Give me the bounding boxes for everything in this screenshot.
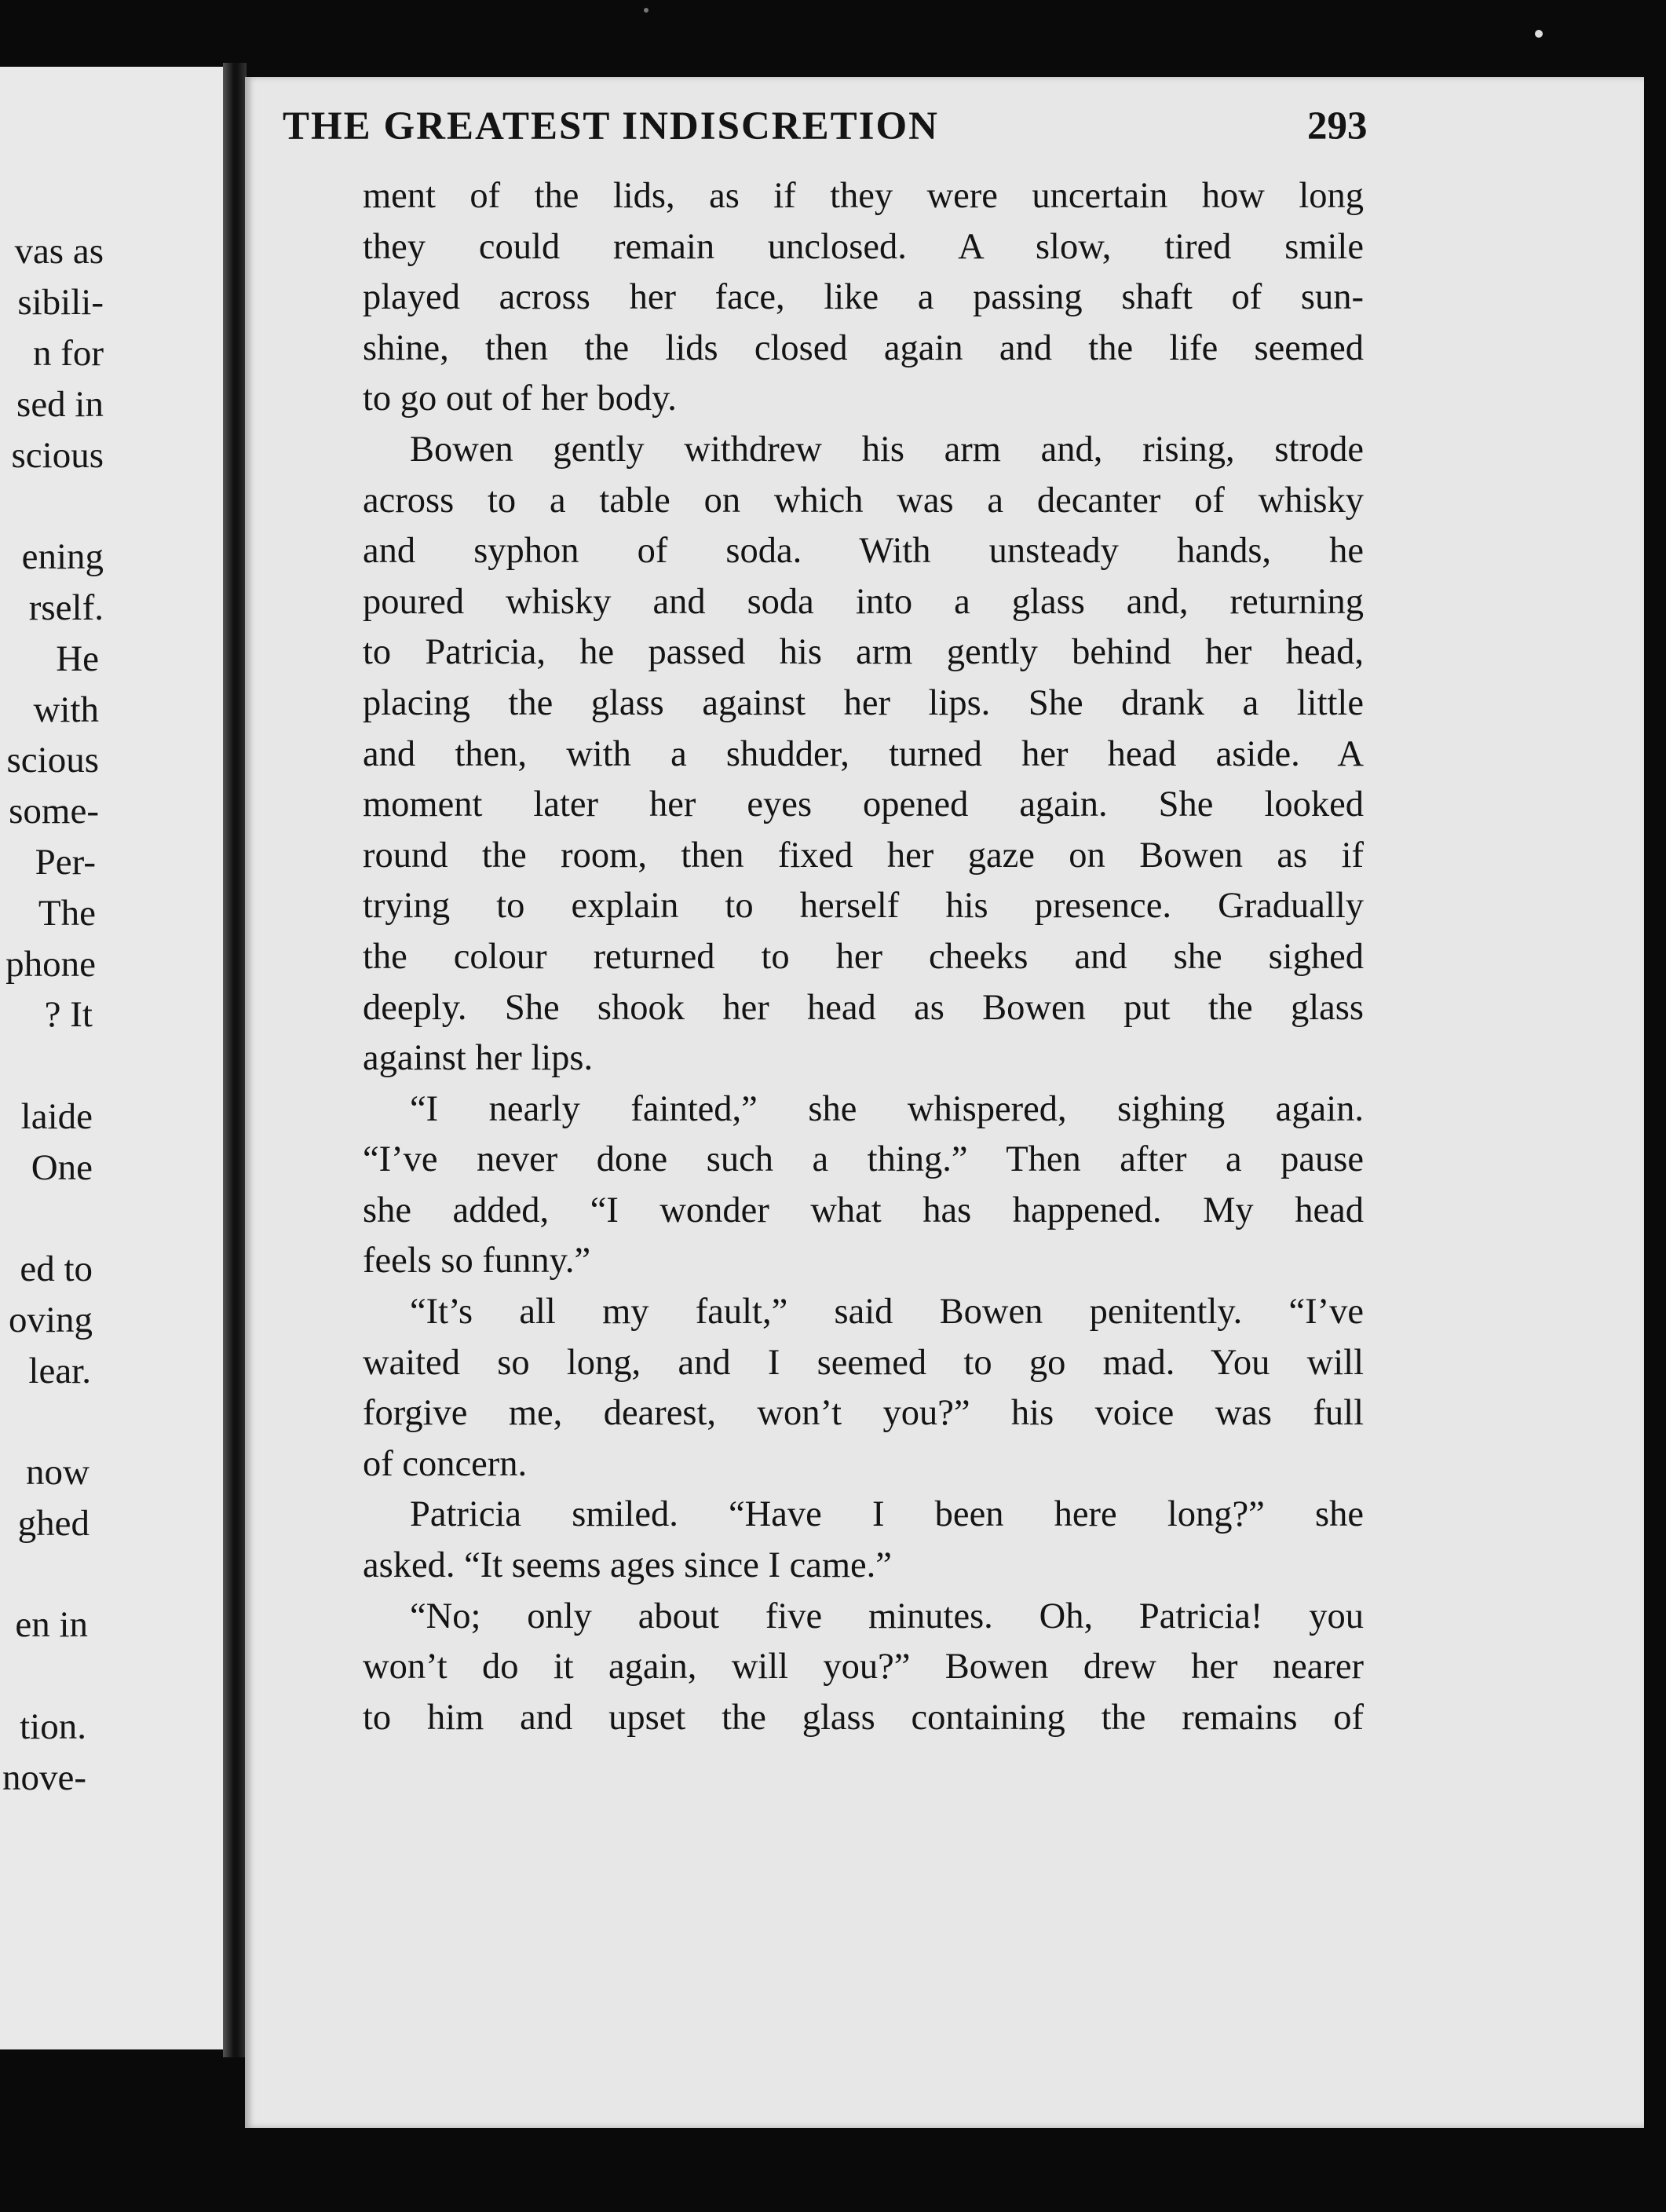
left-page-fragment: phone xyxy=(5,944,96,985)
left-page-fragment: ghed xyxy=(17,1503,90,1544)
text-line: feels so funny.” xyxy=(363,1241,591,1281)
left-page-fragment: nove- xyxy=(2,1757,86,1798)
text-line: poured whisky and soda into a glass and, returning xyxy=(363,581,1364,622)
text-line: to Patricia, he passed his arm gently behind her head, xyxy=(363,632,1364,673)
text-line: she added, “I wonder what has happened. My head xyxy=(363,1190,1364,1230)
left-page-fragment: en in xyxy=(15,1604,88,1645)
previous-page xyxy=(0,67,234,2049)
text-line: the colour returned to her cheeks and she sighed xyxy=(363,936,1364,977)
text-line: moment later her eyes opened again. She looked xyxy=(363,784,1364,825)
left-page-fragment: with xyxy=(33,689,99,730)
text-line: across to a table on which was a decanter of whisky xyxy=(363,480,1364,521)
left-page-fragment: scious xyxy=(11,435,104,476)
text-line: ment of the lids, as if they were uncertain how long xyxy=(363,176,1364,216)
body-text xyxy=(363,171,1364,1743)
text-line: to go out of her body. xyxy=(363,378,677,419)
text-line: of concern. xyxy=(363,1443,528,1484)
text-line: “No; only about five minutes. Oh, Patricia! you xyxy=(410,1596,1364,1636)
left-page-fragment: ening xyxy=(21,536,104,577)
scan-speck xyxy=(1535,30,1543,38)
text-line: forgive me, dearest, won’t you?” his voice was full xyxy=(363,1393,1364,1434)
text-line: deeply. She shook her head as Bowen put the glass xyxy=(363,987,1364,1028)
left-page-fragment: rself. xyxy=(28,587,104,628)
left-page-fragment: scious xyxy=(6,740,99,781)
left-page-fragment: lear. xyxy=(28,1351,91,1391)
left-page-fragment: n for xyxy=(32,333,104,374)
book-gutter xyxy=(223,63,247,2057)
left-page-fragment: oving xyxy=(8,1300,93,1340)
left-page-fragment: sibili- xyxy=(17,282,104,323)
scan-speck xyxy=(644,8,648,13)
left-page-fragment: One xyxy=(31,1147,93,1188)
text-line: they could remain unclosed. A slow, tired smile xyxy=(363,226,1364,267)
left-page-fragment: The xyxy=(38,893,96,934)
left-page-fragment: ? It xyxy=(44,994,93,1035)
page-number: 293 xyxy=(1307,104,1368,148)
left-page-fragment: sed in xyxy=(16,384,104,425)
text-line: placing the glass against her lips. She drank a little xyxy=(363,682,1364,723)
text-line: trying to explain to herself his presence. Gradually xyxy=(363,886,1364,927)
left-page-fragment: now xyxy=(26,1452,90,1493)
text-line: to him and upset the glass containing the remains of xyxy=(363,1697,1364,1738)
text-line: played across her face, like a passing shaft of sun- xyxy=(363,277,1364,318)
left-page-fragment: tion. xyxy=(20,1706,86,1747)
left-page-fragment: ed to xyxy=(20,1249,93,1289)
left-page-fragment: some- xyxy=(9,791,99,832)
text-line: round the room, then fixed her gaze on Bowen as if xyxy=(363,835,1364,876)
text-line: shine, then the lids closed again and the life seemed xyxy=(363,327,1364,368)
text-line: waited so long, and I seemed to go mad. You will xyxy=(363,1342,1364,1383)
text-line: “I’ve never done such a thing.” Then after a pause xyxy=(363,1139,1364,1180)
left-page-fragment: Per- xyxy=(35,842,96,883)
text-line: won’t do it again, will you?” Bowen drew her nearer xyxy=(363,1647,1364,1687)
text-line: and then, with a shudder, turned her head aside. A xyxy=(363,733,1364,774)
text-line: “I nearly fainted,” she whispered, sighing again. xyxy=(410,1088,1364,1129)
text-line: against her lips. xyxy=(363,1038,594,1079)
text-line: “It’s all my fault,” said Bowen penitently. “I’ve xyxy=(410,1292,1364,1333)
running-head: THE GREATEST INDISCRETION xyxy=(283,104,940,148)
text-line: Patricia smiled. “Have I been here long?” she xyxy=(410,1494,1364,1535)
text-line: asked. “It seems ages since I came.” xyxy=(363,1545,892,1586)
text-line: and syphon of soda. With unsteady hands, he xyxy=(363,531,1364,572)
text-line: Bowen gently withdrew his arm and, rising, strode xyxy=(410,429,1364,470)
left-page-fragment: laide xyxy=(20,1096,93,1137)
left-page-fragment: vas as xyxy=(14,231,104,272)
left-page-fragment: He xyxy=(56,638,99,679)
